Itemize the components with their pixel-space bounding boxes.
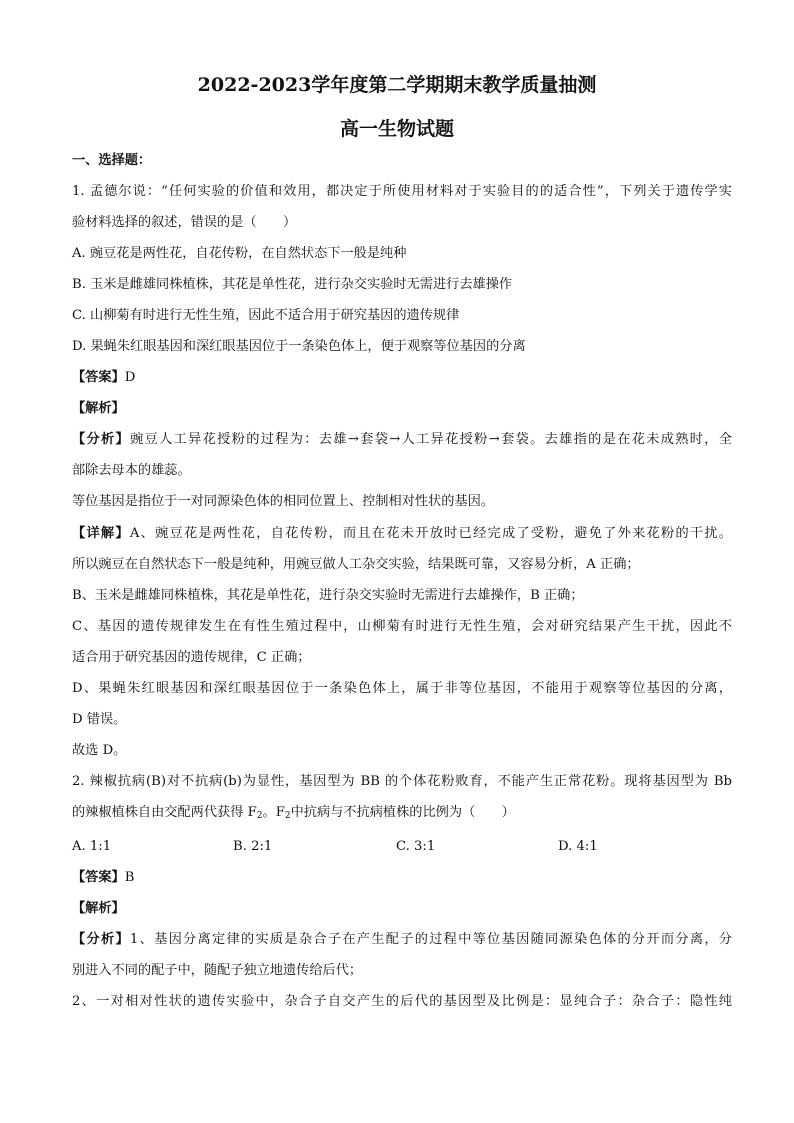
q1-analysis-tag: 【解析】 <box>72 401 125 416</box>
q1-stem-line2: 验材料选择的叙述，错误的是（ ） <box>72 215 297 230</box>
q1-detail-a2: 所以豌豆在自然状态下一般是纯种，用豌豆做人工杂交实验，结果既可靠，又容易分析，A 正确； <box>72 557 640 572</box>
q1-detail-a1 <box>72 525 732 543</box>
q1-option-a: A. 豌豆花是两性花，自花传粉，在自然状态下一般是纯种 <box>72 246 407 261</box>
q2-fenxi-line3: 2、一对相对性状的遗传实验中，杂合子自交产生的后代的基因型及比例是：显纯合子：杂合子：隐性纯 <box>72 994 732 1009</box>
answer-tag: 【答案】 <box>72 370 125 385</box>
q2-option-b: B. 2:1 <box>233 839 273 854</box>
answer-value: B <box>124 870 135 885</box>
q2-answer <box>72 869 732 887</box>
q1-detail-c1: C、基因的遗传规律发生在有性生殖过程中，山柳菊有时进行无性生殖，会对研究结果产生干扰，因此不 <box>72 619 732 634</box>
q2-option-a: A. 1:1 <box>72 839 112 854</box>
q2-analysis-tag: 【解析】 <box>72 901 125 916</box>
q1-fenxi-line1 <box>72 431 732 449</box>
q2-fenxi-line1 <box>72 931 732 949</box>
fenxi-tag: 【分析】 <box>72 432 131 447</box>
answer-tag: 【答案】 <box>72 870 125 885</box>
subscript: 2 <box>256 811 263 821</box>
q1-option-b: B. 玉米是雌雄同株植株，其花是单性花，进行杂交实验时无需进行去雄操作 <box>72 277 513 292</box>
q1-detail-d1: D、果蝇朱红眼基因和深红眼基因位于一条染色体上，属于非等位基因，不能用于观察等位基因的分离， <box>72 681 732 696</box>
page-subtitle: 高一生物试题 <box>339 118 454 140</box>
q1-option-d: D. 果蝇朱红眼基因和深红眼基因位于一条染色体上，便于观察等位基因的分离 <box>72 339 526 354</box>
q1-stem-line1: 1. 孟德尔说：“任何实验的价值和效用，都决定于所使用材料对于实验目的的适合性”，下列关于遗传学实 <box>72 184 732 199</box>
q2-stem-text: 中抗病与不抗病植株的比例为（ ） <box>290 805 515 820</box>
q2-stem-text: 。F <box>262 805 285 820</box>
fenxi-text: 豌豆人工异花授粉的过程为：去雄→套袋→人工异花授粉→套袋。去雄指的是在花未成熟时，全 <box>130 432 733 447</box>
q2-stem-text: 的辣椒植株自由交配两代获得 F <box>72 805 257 820</box>
q2-option-d: D. 4:1 <box>558 839 598 854</box>
section-heading: 一、选择题： <box>72 153 152 168</box>
detail-text: A、豌豆花是两性花，自花传粉，而且在花未开放时已经完成了受粉，避免了外来花粉的干扰。 <box>129 526 732 541</box>
q1-detail-c2: 适合用于研究基因的遗传规律，C 正确； <box>72 650 311 665</box>
q1-fenxi-line2: 部除去母本的雄蕊。 <box>72 463 191 478</box>
q1-detail-b: B、玉米是雌雄同株植株，其花是单性花，进行杂交实验时无需进行去雄操作，B 正确； <box>72 588 584 603</box>
q2-option-c: C. 3:1 <box>396 839 436 854</box>
q2-stem-line1: 2. 辣椒抗病(B)对不抗病(b)为显性，基因型为 BB 的个体花粉败育，不能产生正常花粉。现将基因型为 Bb <box>72 774 732 789</box>
q1-option-c: C. 山柳菊有时进行无性生殖，因此不适合用于研究基因的遗传规律 <box>72 308 460 323</box>
fenxi-tag: 【分析】 <box>72 932 130 947</box>
subscript: 2 <box>284 811 291 821</box>
page-title: 2022-2023学年度第二学期期末教学质量抽测 <box>197 74 597 96</box>
xiangjie-tag: 【详解】 <box>72 526 130 541</box>
q1-fenxi-line3: 等位基因是指位于一对同源染色体的相同位置上、控制相对性状的基因。 <box>72 494 494 509</box>
q2-stem-line2 <box>72 804 732 822</box>
q2-fenxi-line2: 别进入不同的配子中，随配子独立地遗传给后代； <box>72 963 363 978</box>
answer-value: D <box>124 370 136 385</box>
q1-answer <box>72 369 732 387</box>
q1-conclusion: 故选 D。 <box>72 743 127 758</box>
fenxi-text: 1、基因分离定律的实质是杂合子在产生配子的过程中等位基因随同源染色体的分开而分离，分 <box>129 932 732 947</box>
q1-detail-d2: D 错误。 <box>72 712 127 727</box>
